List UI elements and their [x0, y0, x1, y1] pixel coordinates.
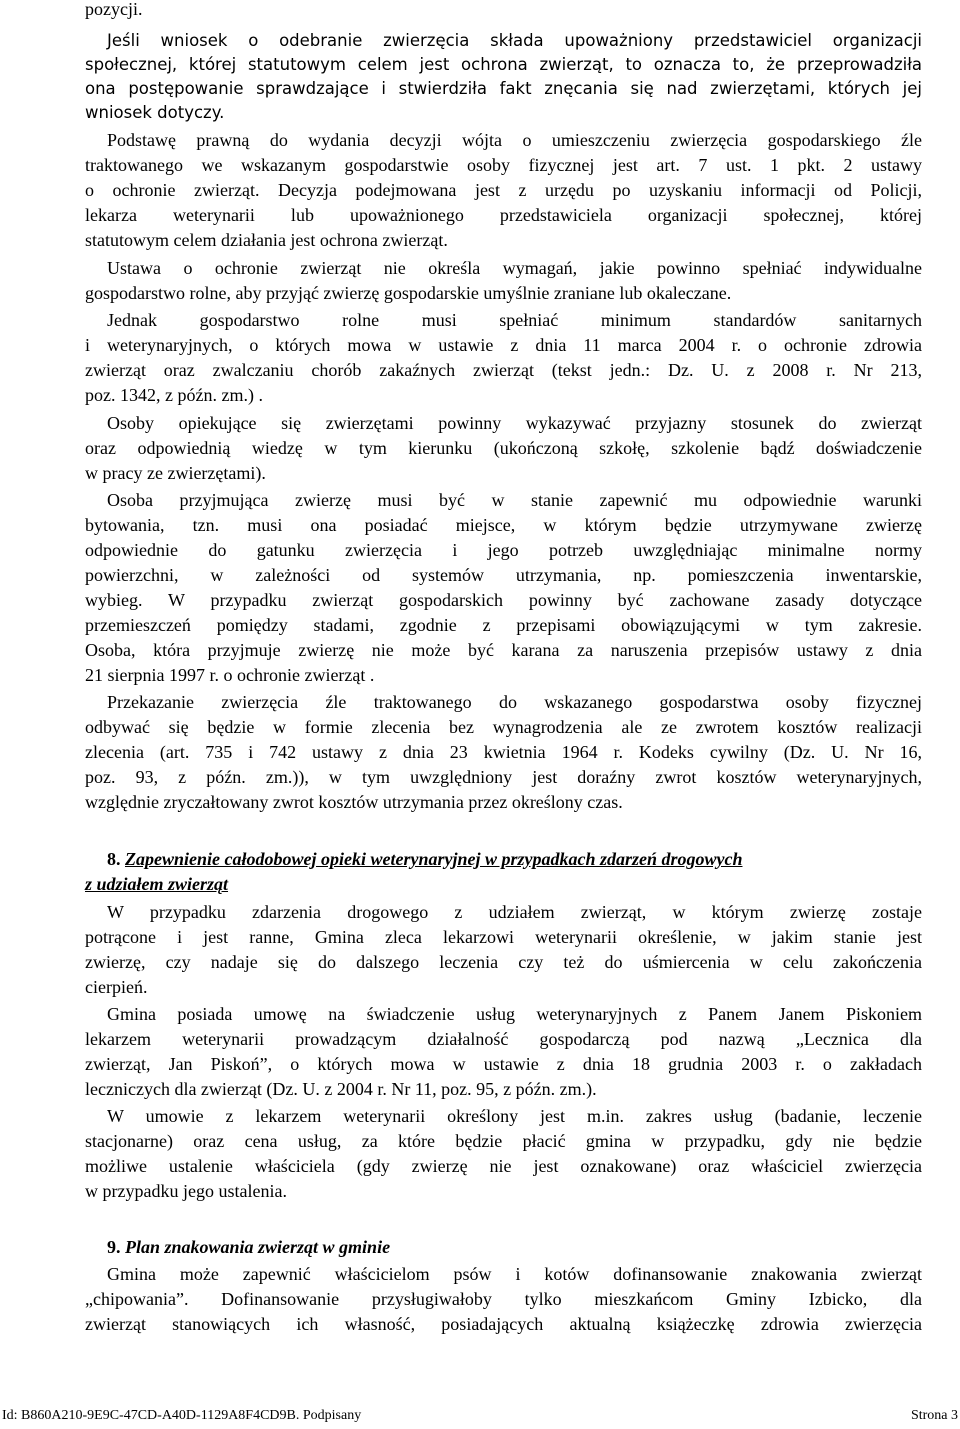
- paragraph-line: statutowym celem działania jest ochrona zwierząt.: [85, 230, 448, 250]
- paragraph-line: wniosek dotyczy.: [85, 103, 225, 122]
- paragraph-line: lekarza weterynarii lub upoważnionego przedstawiciela organizacji społecznej, której: [85, 205, 922, 225]
- paragraph-line: poz. 1342, z późn. zm.) .: [85, 385, 263, 405]
- paragraph-line: zwierząt stanowiących ich własność, posiadających aktualną książeczkę zdrowia zwierzęcia: [85, 1314, 922, 1334]
- paragraph-line: Osoby opiekujące się zwierzętami powinny wykazywać przyjazny stosunek do zwierząt: [107, 413, 922, 433]
- paragraph-line: Gmina może zapewnić właścicielom psów i kotów dofinansowanie znakowania zwierząt: [107, 1264, 922, 1284]
- section-9-title: Plan znakowania zwierząt w gminie: [125, 1237, 391, 1257]
- paragraph-line: oraz odpowiednią wiedzę w tym kierunku (ukończoną szkołę, szkolenie bądź doświadczenie: [85, 438, 922, 458]
- paragraph-line: Jeśli wniosek o odebranie zwierzęcia składa upoważniony przedstawiciel organizacji: [107, 31, 922, 50]
- paragraph-line: odbywać się będzie w formie zlecenia bez wynagrodzenia ale ze zwrotem kosztów realizacji: [85, 717, 922, 737]
- top-fragment-text: pozycji.: [85, 0, 143, 19]
- paragraph-line: wybieg. W przypadku zwierząt gospodarskich powinny być zachowane zasady dotyczące: [85, 590, 922, 610]
- paragraph-line: i weterynaryjnych, o których mowa w ustawie z dnia 11 marca 2004 r. o ochronie zdrowia: [85, 335, 922, 355]
- paragraph-line: zwierząt oraz zwalczaniu chorób zakaźnych zwierząt (tekst jedn.: Dz. U. z 2008 r. Nr 213,: [85, 360, 922, 380]
- paragraph-line: przemieszczeń pomiędzy stadami, zgodnie z przepisami obowiązującymi w tym zakresie.: [85, 615, 922, 635]
- paragraph-line: względnie zryczałtowany zwrot kosztów utrzymania przez określony czas.: [85, 792, 623, 812]
- section-8-title: Zapewnienie całodobowej opieki weterynaryjnej w przypadkach zdarzeń drogowych: [125, 849, 743, 869]
- section-8-heading-cont: [85, 873, 228, 895]
- section-8-title-cont: z udziałem zwierząt: [85, 874, 229, 894]
- paragraph-line: gospodarstwo rolne, aby przyjąć zwierzę gospodarskie umyślnie zraniane lub okaleczane.: [85, 283, 732, 303]
- paragraph-line: leczniczych dla zwierząt (Dz. U. z 2004 r. Nr 11, poz. 95, z późn. zm.).: [85, 1079, 597, 1099]
- document-id-footer: Id: B860A210-9E9C-47CD-A40D-1129A8F4CD9B. Podpisany: [2, 1408, 362, 1423]
- paragraph-line: 21 sierpnia 1997 r. o ochronie zwierząt .: [85, 665, 375, 685]
- paragraph-line: Jednak gospodarstwo rolne musi spełniać minimum standardów sanitarnych: [107, 310, 922, 330]
- paragraph-line: stacjonarne) oraz cena usług, za które będzie płacić gmina w przypadku, gdy nie będzie: [85, 1131, 922, 1151]
- section-8-number: 8.: [107, 849, 121, 869]
- paragraph-line: poz. 93, z późn. zm.)), w tym uwzględniony jest doraźny zwrot kosztów weterynaryjnych,: [85, 767, 922, 787]
- paragraph-line: W umowie z lekarzem weterynarii określony jest m.in. zakres usług (badanie, leczenie: [107, 1106, 922, 1126]
- paragraph-line: zlecenia (art. 735 i 742 ustawy z dnia 23 kwietnia 1964 r. Kodeks cywilny (Dz. U. Nr 16,: [85, 742, 922, 762]
- paragraph-line: cierpień.: [85, 977, 148, 997]
- paragraph-line: bytowania, tzn. musi ona posiadać miejsce, w którym będzie utrzymywane zwierzę: [85, 515, 922, 535]
- paragraph-line: lekarzem weterynarii prowadzącym działalność gospodarczą pod nazwą „Lecznica dla: [85, 1029, 922, 1049]
- paragraph-line: odpowiednie do gatunku zwierzęcia i jego potrzeb uwzględniając minimalne normy: [85, 540, 922, 560]
- paragraph-line: zwierzę, czy nadaje się do dalszego leczenia czy też do uśmiercenia w celu zakończenia: [85, 952, 922, 972]
- paragraph-line: Przekazanie zwierzęcia źle traktowanego do wskazanego gospodarstwa osoby fizycznej: [107, 692, 922, 712]
- paragraph-line: ona postępowanie sprawdzające i stwierdziła fakt znęcania się nad zwierzętami, których jej: [85, 79, 922, 98]
- paragraph-line: możliwe ustalenie właściciela (gdy zwierzę nie jest oznakowane) oraz właściciel zwierzęcia: [85, 1156, 922, 1176]
- paragraph-line: w przypadku jego ustalenia.: [85, 1181, 287, 1201]
- paragraph-line: traktowanego we wskazanym gospodarstwie osoby fizycznej jest art. 7 ust. 1 pkt. 2 ustawy: [85, 155, 922, 175]
- paragraph-line: o ochronie zwierząt. Decyzja podejmowana jest z urzędu po uzyskaniu informacji od Policji,: [85, 180, 922, 200]
- paragraph-line: Ustawa o ochronie zwierząt nie określa wymagań, jakie powinno spełniać indywidualne: [107, 258, 922, 278]
- paragraph-line: społecznej, której statutowym celem jest ochrona zwierząt, to oznacza to, że przeprowadziła: [85, 55, 922, 74]
- section-9-heading: [107, 1236, 390, 1258]
- paragraph-line: W przypadku zdarzenia drogowego z udziałem zwierząt, w którym zwierzę zostaje: [107, 902, 922, 922]
- paragraph-line: potrącone i jest ranne, Gmina zleca lekarzowi weterynarii określenie, w jakim stanie jest: [85, 927, 922, 947]
- paragraph-line: Podstawę prawną do wydania decyzji wójta o umieszczeniu zwierzęcia gospodarskiego źle: [107, 130, 922, 150]
- paragraph-line: „chipowania”. Dofinansowanie przysługiwałoby tylko mieszkańcom Gminy Izbicko, dla: [85, 1289, 922, 1309]
- section-9-number: 9.: [107, 1237, 121, 1257]
- section-8-heading: [107, 848, 922, 870]
- paragraph-line: powierzchni, w zależności od systemów utrzymania, np. pomieszczenia inwentarskie,: [85, 565, 922, 585]
- paragraph-line: zwierząt, Jan Piskoń”, o których mowa w ustawie z dnia 18 grudnia 2003 r. o zakładach: [85, 1054, 922, 1074]
- paragraph-line: Osoba, która przyjmuje zwierzę nie może być karana za naruszenia przepisów ustawy z dnia: [85, 640, 922, 660]
- page-number: Strona 3: [910, 1408, 958, 1423]
- paragraph-line: Osoba przyjmująca zwierzę musi być w stanie zapewnić mu odpowiednie warunki: [107, 490, 922, 510]
- paragraph-line: Gmina posiada umowę na świadczenie usług weterynaryjnych z Panem Janem Piskoniem: [107, 1004, 922, 1024]
- paragraph-line: w pracy ze zwierzętami).: [85, 463, 266, 483]
